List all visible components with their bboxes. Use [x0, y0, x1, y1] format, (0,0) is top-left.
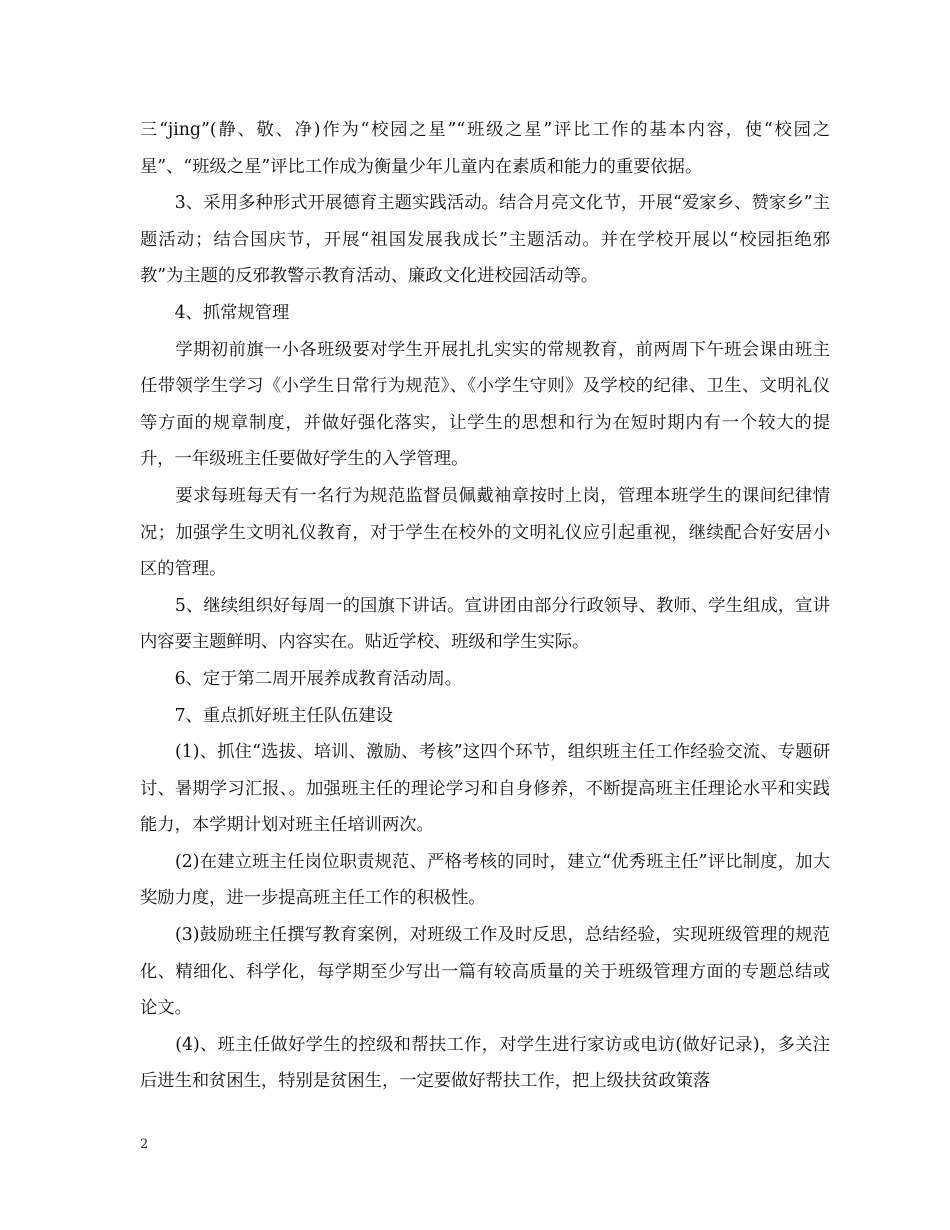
paragraph-habit-week: 6、定于第二周开展养成教育活动周。 — [140, 668, 463, 689]
paragraph-item-1: (1)、抓住“选拔、培训、激励、考核”这四个环节，组织班主任工作经验交流、专题研讨、暑期学习汇报、。加强班主任的理论学习和自身修养，不断提高班主任理论水平和实践能力，本学期计划对班主任培训两次。 — [140, 742, 830, 836]
paragraph-star-evaluation: 三“jing”(静、敬、净)作为“校园之星”“班级之星”评比工作的基本内容，使“校园之星”、“班级之星”评比工作成为衡量少年儿童内在素质和能力的重要依据。 — [140, 120, 830, 177]
heading-routine-management: 4、抓常规管理 — [140, 302, 290, 323]
paragraph-flag-speech: 5、继续组织好每周一的国旗下讲话。宣讲团由部分行政领导、教师、学生组成，宣讲内容要主题鲜明、内容实在。贴近学校、班级和学生实际。 — [140, 595, 830, 653]
page-number: 2 — [140, 1137, 149, 1152]
paragraph-item-2: (2)在建立班主任岗位职责规范、严格考核的同时，建立“优秀班主任”评比制度，加大奖励力度，进一步提高班主任工作的积极性。 — [140, 851, 830, 909]
paragraph-item-3: (3)鼓励班主任撰写教育案例，对班级工作及时反思，总结经验，实现班级管理的规范化、精细化、科学化，每学期至少写出一篇有较高质量的关于班级管理方面的专题总结或论文。 — [140, 925, 830, 1019]
document-body — [140, 112, 830, 1100]
paragraph-moral-education-activities: 3、采用多种形式开展德育主题实践活动。结合月亮文化节，开展“爱家乡、赞家乡”主题活动；结合国庆节，开展“祖国发展我成长”主题活动。并在学校开展以“校园拒绝邪教”为主题的反邪教警示教育活动、廉政文化进校园活动等。 — [140, 193, 830, 287]
heading-class-teacher-team: 7、重点抓好班主任队伍建设 — [140, 705, 393, 726]
paragraph-behavior-supervisor: 要求每班每天有一名行为规范监督员佩戴袖章按时上岗，管理本班学生的课间纪律情况；加强学生文明礼仪教育，对于学生在校外的文明礼仪应引起重视，继续配合好安居小区的管理。 — [140, 485, 830, 580]
paragraph-routine-education: 学期初前旗一小各班级要对学生开展扎扎实实的常规教育，前两周下午班会课由班主任带领学生学习《小学生日常行为规范》、《小学生守则》及学校的纪律、卫生、文明礼仪等方面的规章制度，并做好强化落实，让学生的思想和行为在短时期内有一个较大的提升，一年级班主任要做好学生的入学管理。 — [140, 339, 830, 470]
paragraph-item-4: (4)、班主任做好学生的控级和帮扶工作，对学生进行家访或电访(做好记录)，多关注后进生和贫困生，特别是贫困生，一定要做好帮扶工作，把上级扶贫政策落 — [140, 1034, 830, 1092]
